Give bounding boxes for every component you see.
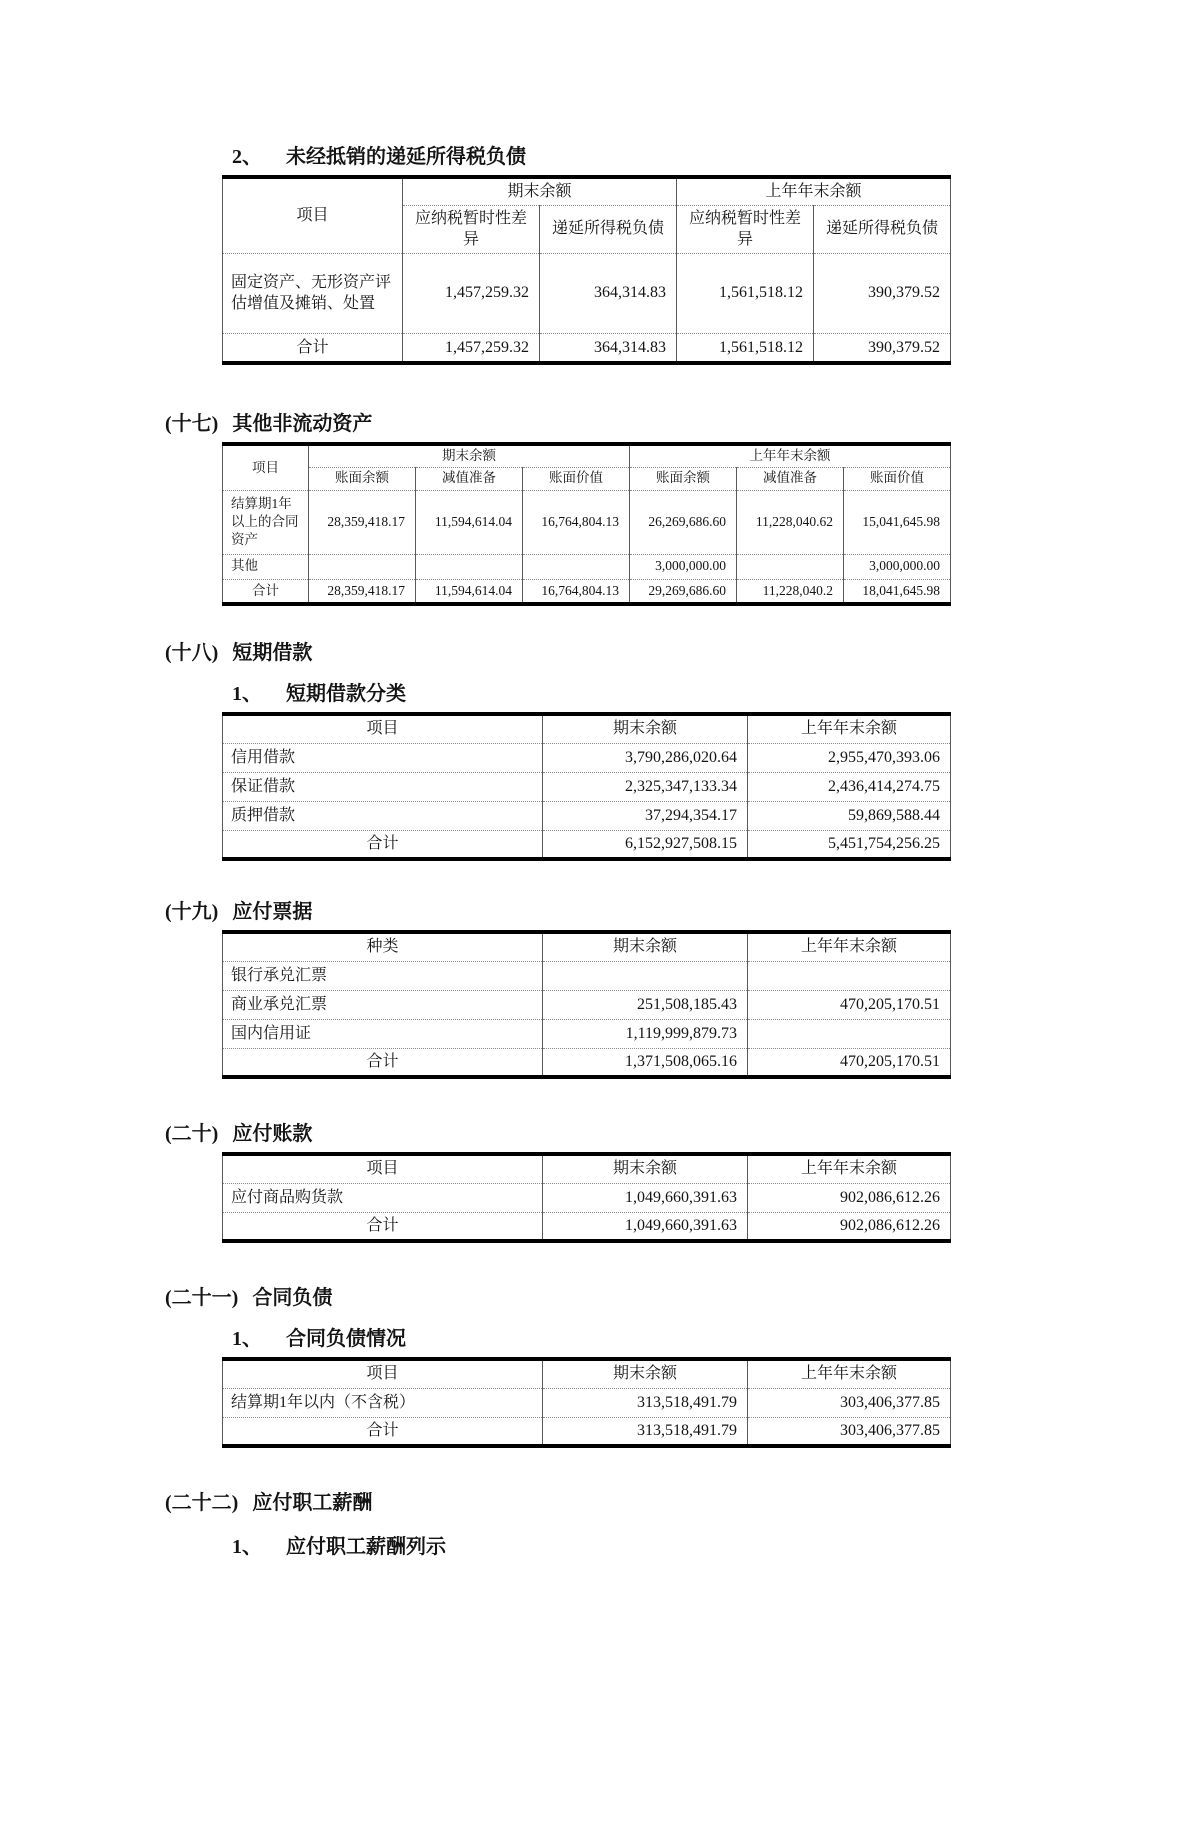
table-cell: 251,508,185.43: [543, 990, 748, 1019]
table-cell: 银行承兑汇票: [223, 961, 543, 990]
heading-deferred-tax-liabilities: [232, 144, 1200, 170]
heading-title: 短期借款分类: [286, 683, 406, 705]
heading-number: 1、: [232, 1328, 262, 1350]
table-cell: 账面价值: [523, 467, 630, 490]
heading-number: (十八): [165, 642, 219, 664]
table-cell: 59,869,588.44: [748, 801, 951, 830]
table-cell: 项目: [223, 177, 403, 253]
table-cell: 国内信用证: [223, 1019, 543, 1048]
heading-number: (二十一): [165, 1287, 239, 1309]
deferred-tax-table: [222, 175, 951, 365]
table-cell: [543, 961, 748, 990]
table-cell: 11,594,614.04: [416, 579, 523, 604]
table-cell: 1,561,518.12: [677, 253, 814, 333]
table-cell: [737, 554, 844, 579]
table-total-row: [223, 333, 951, 363]
table-cell: 390,379.52: [814, 253, 951, 333]
table-cell: [748, 1019, 951, 1048]
table-total-row: [223, 579, 951, 604]
heading-number: (二十二): [165, 1492, 239, 1514]
table-cell: 期末余额: [543, 714, 748, 743]
table-cell: 上年年末余额: [748, 714, 951, 743]
table-cell: 结算期1年以上的合同资产: [223, 490, 309, 554]
table-cell: 账面余额: [630, 467, 737, 490]
table-cell: 信用借款: [223, 743, 543, 772]
table-cell: 28,359,418.17: [309, 579, 416, 604]
accounts-payable-table: [222, 1152, 951, 1243]
table-row: [223, 253, 951, 333]
heading-title: 应付票据: [232, 901, 313, 923]
heading-short-term-borrowings-classification: [232, 681, 1200, 707]
table-cell: 313,518,491.79: [543, 1388, 748, 1417]
table-cell: 364,314.83: [540, 333, 677, 363]
heading-notes-payable: [165, 899, 1200, 925]
table-cell: 合计: [223, 579, 309, 604]
table-cell: 账面价值: [844, 467, 951, 490]
table-cell: 16,764,804.13: [523, 579, 630, 604]
table-cell: 1,049,660,391.63: [543, 1212, 748, 1241]
table-cell: 11,594,614.04: [416, 490, 523, 554]
table-cell: 364,314.83: [540, 253, 677, 333]
heading-contract-liabilities-detail: [232, 1326, 1200, 1352]
table-cell: 11,228,040.2: [737, 579, 844, 604]
heading-number: (十九): [165, 901, 219, 923]
table-cell: 29,269,686.60: [630, 579, 737, 604]
heading-number: 2、: [232, 146, 262, 168]
table-cell: 上年年末余额: [630, 444, 951, 467]
table-group-header-row: [223, 177, 951, 205]
table-cell: 18,041,645.98: [844, 579, 951, 604]
table-cell: 减值准备: [416, 467, 523, 490]
table-cell: 期末余额: [543, 1359, 748, 1388]
table-row: [223, 1019, 951, 1048]
heading-title: 应付职工薪酬: [252, 1492, 373, 1514]
table-row: [223, 1388, 951, 1417]
table-total-row: [223, 1048, 951, 1077]
table-cell: 期末余额: [309, 444, 630, 467]
table-header-row: [223, 1154, 951, 1183]
table-cell: 390,379.52: [814, 333, 951, 363]
heading-title: 应付账款: [232, 1123, 313, 1145]
table-cell: 账面余额: [309, 467, 416, 490]
other-noncurrent-assets-table: [222, 442, 951, 606]
heading-employee-compensation-list: [232, 1534, 1200, 1560]
table-cell: 期末余额: [543, 1154, 748, 1183]
table-row: [223, 990, 951, 1019]
table-cell: 28,359,418.17: [309, 490, 416, 554]
table-cell: 合计: [223, 830, 543, 859]
table-cell: 上年年末余额: [748, 932, 951, 961]
table-cell: 11,228,040.62: [737, 490, 844, 554]
table-cell: 合计: [223, 1048, 543, 1077]
table-row: [223, 801, 951, 830]
table-row: [223, 743, 951, 772]
table-cell: 303,406,377.85: [748, 1417, 951, 1446]
heading-title: 合同负债情况: [286, 1328, 406, 1350]
heading-number: 1、: [232, 683, 262, 705]
table-cell: 303,406,377.85: [748, 1388, 951, 1417]
table-cell: 应纳税暂时性差异: [403, 205, 540, 253]
heading-number: 1、: [232, 1536, 262, 1558]
table-cell: 470,205,170.51: [748, 990, 951, 1019]
table-cell: 15,041,645.98: [844, 490, 951, 554]
table-total-row: [223, 830, 951, 859]
table-cell: 期末余额: [403, 177, 677, 205]
heading-contract-liabilities: [165, 1285, 1200, 1311]
heading-title: 短期借款: [232, 642, 313, 664]
table-cell: [748, 961, 951, 990]
heading-short-term-borrowings: [165, 640, 1200, 666]
table-cell: 902,086,612.26: [748, 1212, 951, 1241]
heading-title: 未经抵销的递延所得税负债: [286, 146, 526, 168]
table-cell: 递延所得税负债: [814, 205, 951, 253]
table-cell: 37,294,354.17: [543, 801, 748, 830]
table-cell: 项目: [223, 714, 543, 743]
table-cell: 保证借款: [223, 772, 543, 801]
table-cell: 1,119,999,879.73: [543, 1019, 748, 1048]
table-cell: 1,457,259.32: [403, 333, 540, 363]
table-cell: 313,518,491.79: [543, 1417, 748, 1446]
table-total-row: [223, 1212, 951, 1241]
table-cell: 期末余额: [543, 932, 748, 961]
heading-other-noncurrent-assets: [165, 411, 1200, 437]
table-cell: 质押借款: [223, 801, 543, 830]
table-cell: 商业承兑汇票: [223, 990, 543, 1019]
table-cell: 项目: [223, 1359, 543, 1388]
table-row: [223, 961, 951, 990]
contract-liabilities-table: [222, 1357, 951, 1448]
table-cell: 2,325,347,133.34: [543, 772, 748, 801]
table-row: [223, 490, 951, 554]
table-cell: 上年年末余额: [677, 177, 951, 205]
heading-title: 应付职工薪酬列示: [286, 1536, 446, 1558]
table-subheader-row: [223, 467, 951, 490]
heading-title: 其他非流动资产: [232, 413, 373, 436]
table-cell: 合计: [223, 1417, 543, 1446]
heading-title: 合同负债: [252, 1287, 333, 1309]
table-cell: [309, 554, 416, 579]
table-group-header-row: [223, 444, 951, 467]
notes-payable-table: [222, 930, 951, 1079]
table-row: [223, 772, 951, 801]
table-cell: 5,451,754,256.25: [748, 830, 951, 859]
table-cell: 16,764,804.13: [523, 490, 630, 554]
table-cell: 1,457,259.32: [403, 253, 540, 333]
table-cell: 902,086,612.26: [748, 1183, 951, 1212]
table-row: [223, 1183, 951, 1212]
table-cell: 应付商品购货款: [223, 1183, 543, 1212]
table-cell: 2,436,414,274.75: [748, 772, 951, 801]
heading-number: (二十): [165, 1123, 219, 1145]
table-total-row: [223, 1417, 951, 1446]
table-cell: 2,955,470,393.06: [748, 743, 951, 772]
heading-employee-compensation: [165, 1490, 1200, 1516]
table-row: [223, 554, 951, 579]
table-cell: [523, 554, 630, 579]
table-cell: 上年年末余额: [748, 1154, 951, 1183]
heading-number: (十七): [165, 413, 219, 436]
table-cell: 递延所得税负债: [540, 205, 677, 253]
short-term-borrowings-table: [222, 712, 951, 861]
table-cell: 项目: [223, 444, 309, 490]
table-cell: 3,000,000.00: [630, 554, 737, 579]
table-cell: 结算期1年以内（不含税）: [223, 1388, 543, 1417]
table-cell: 1,371,508,065.16: [543, 1048, 748, 1077]
table-header-row: [223, 714, 951, 743]
table-cell: 3,790,286,020.64: [543, 743, 748, 772]
table-cell: 种类: [223, 932, 543, 961]
table-cell: 其他: [223, 554, 309, 579]
heading-accounts-payable: [165, 1121, 1200, 1147]
table-cell: 合计: [223, 1212, 543, 1241]
table-cell: 合计: [223, 333, 403, 363]
table-header-row: [223, 1359, 951, 1388]
table-cell: 6,152,927,508.15: [543, 830, 748, 859]
table-cell: 26,269,686.60: [630, 490, 737, 554]
table-cell: 上年年末余额: [748, 1359, 951, 1388]
table-cell: 470,205,170.51: [748, 1048, 951, 1077]
table-header-row: [223, 932, 951, 961]
table-cell: 3,000,000.00: [844, 554, 951, 579]
table-cell: 减值准备: [737, 467, 844, 490]
table-cell: 应纳税暂时性差异: [677, 205, 814, 253]
table-cell: 1,049,660,391.63: [543, 1183, 748, 1212]
table-cell: 1,561,518.12: [677, 333, 814, 363]
table-cell: 项目: [223, 1154, 543, 1183]
table-cell: [416, 554, 523, 579]
table-cell: 固定资产、无形资产评估增值及摊销、处置: [223, 253, 403, 333]
